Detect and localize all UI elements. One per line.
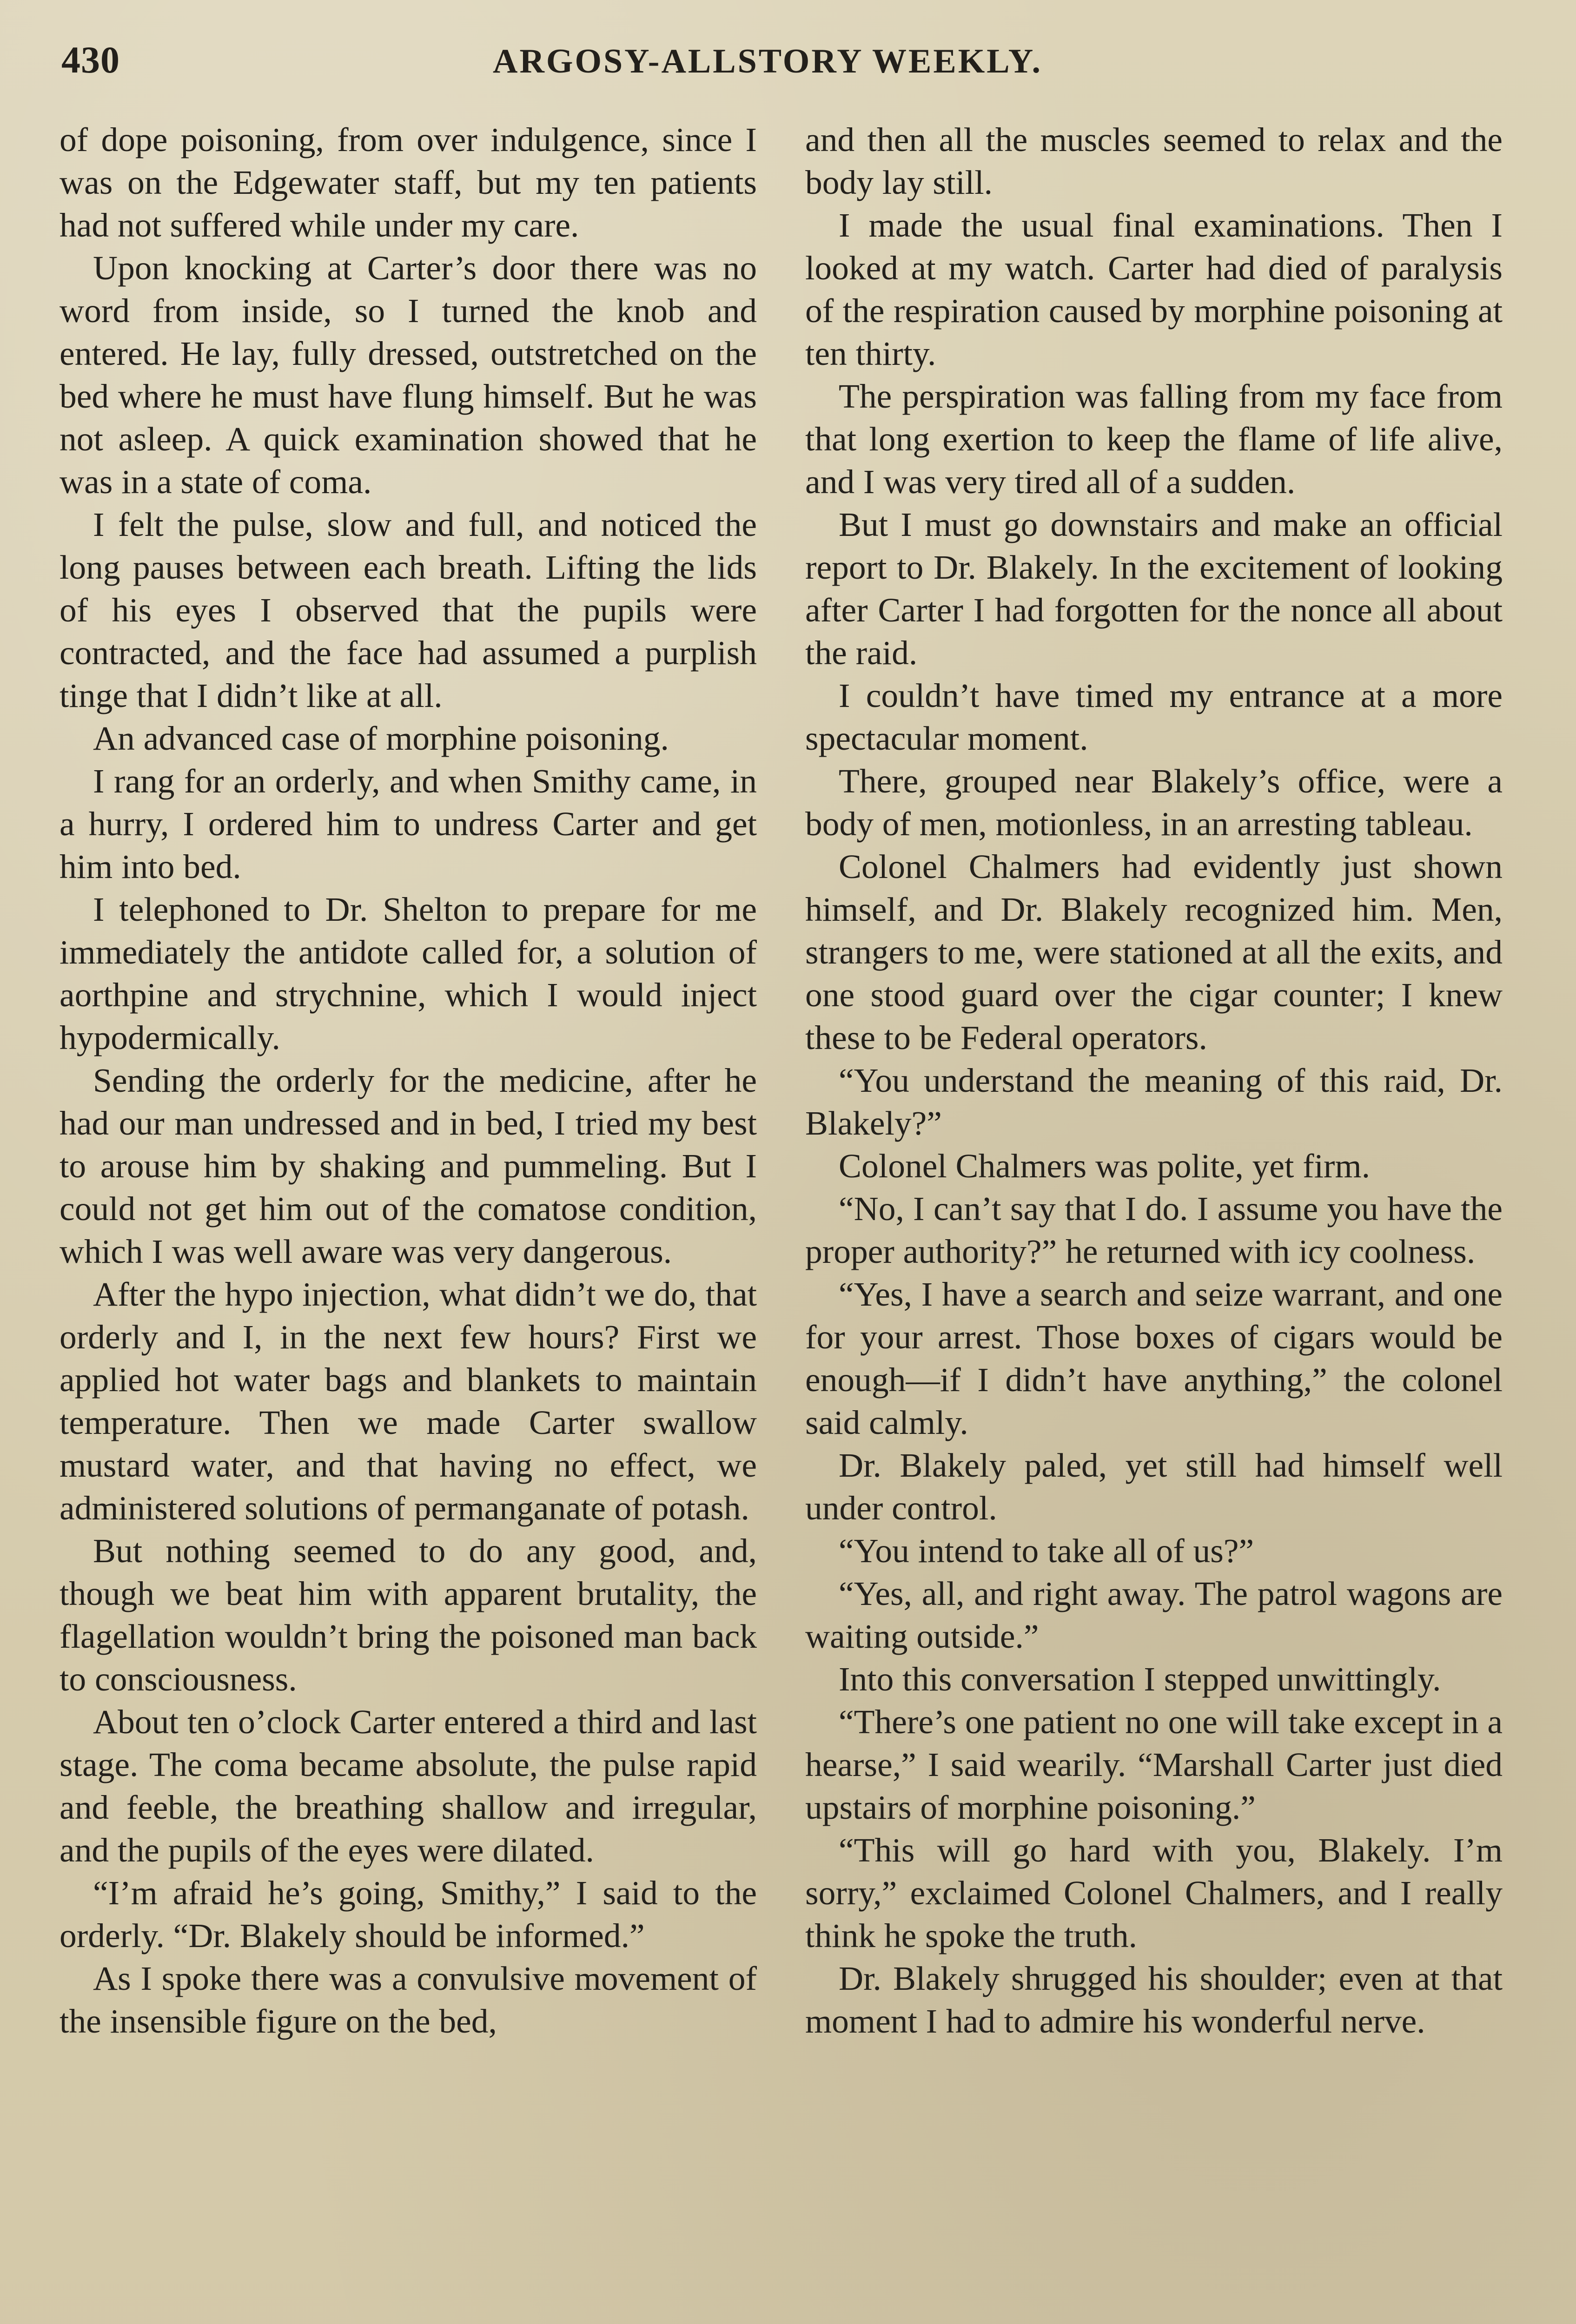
left-paragraph: of dope poisoning, from over indulgence, since I was on the Edgewater staff, but my ten patients had not suffered while under my care. — [60, 121, 757, 244]
left-paragraph: As I spoke there was a convulsive movement of the insensible figure on the bed, — [60, 1960, 757, 2040]
right-paragraph: I made the usual final examinations. Then I looked at my watch. Carter had died of paralysis of the respiration caused by morphine poisoning at ten thirty. — [805, 206, 1503, 372]
right-paragraph: There, grouped near Blakely’s office, were a body of men, motionless, in an arresting tableau. — [805, 762, 1503, 843]
right-column — [805, 119, 1503, 2043]
right-paragraph: “No, I can’t say that I do. I assume you have the proper authority?” he returned with icy coolness. — [805, 1190, 1503, 1270]
right-paragraph: Colonel Chalmers was polite, yet firm. — [839, 1147, 1371, 1185]
right-paragraph: Dr. Blakely shrugged his shoulder; even at that moment I had to admire his wonderful nerve. — [805, 1960, 1503, 2040]
running-title: ARGOSY-ALLSTORY WEEKLY. — [493, 42, 1043, 80]
right-paragraph: “Yes, all, and right away. The patrol wagons are waiting outside.” — [805, 1575, 1503, 1655]
right-paragraph: “This will go hard with you, Blakely. I’m sorry,” exclaimed Colonel Chalmers, and I really think he spoke the truth. — [805, 1831, 1503, 1954]
left-paragraph: I telephoned to Dr. Shelton to prepare for me immediately the antidote called for, a solution of aorthpine and strychnine, which I would inject hypodermically. — [60, 891, 757, 1056]
right-paragraph: The perspiration was falling from my face from that long exertion to keep the flame of life alive, and I was very tired all of a sudden. — [805, 377, 1503, 501]
right-paragraph: “You intend to take all of us?” — [839, 1532, 1254, 1570]
left-paragraph: I felt the pulse, slow and full, and noticed the long pauses between each breath. Lifting the lids of his eyes I observed that the pupils were contracted, and the face had assumed a purplish tinge that I didn’t like at all. — [60, 506, 757, 714]
left-paragraph: I rang for an orderly, and when Smithy came, in a hurry, I ordered him to undress Carter and get him into bed. — [60, 762, 757, 885]
right-paragraph: Dr. Blakely paled, yet still had himself well under control. — [805, 1446, 1503, 1527]
right-paragraph: Colonel Chalmers had evidently just shown himself, and Dr. Blakely recognized him. Men, strangers to me, were stationed at all the exits, and one stood guard over the cigar counter; I knew these to be Federal operators. — [805, 848, 1503, 1056]
right-paragraph: “There’s one patient no one will take except in a hearse,” I said wearily. “Marshall Carter just died upstairs of morphine poisoning.” — [805, 1703, 1503, 1826]
left-paragraph: Upon knocking at Carter’s door there was no word from inside, so I turned the knob and entered. He lay, fully dressed, outstretched on the bed where he must have flung himself. But he was not asleep. A quick examination showed that he was in a state of coma. — [60, 249, 757, 501]
right-paragraph: and then all the muscles seemed to relax and the body lay still. — [805, 121, 1503, 201]
right-paragraph: But I must go downstairs and make an official report to Dr. Blakely. In the excitement of looking after Carter I had forgotten for the nonce all about the raid. — [805, 506, 1503, 672]
left-paragraph: Sending the orderly for the medicine, after he had our man undressed and in bed, I tried my best to arouse him by shaking and pummeling. But I could not get him out of the comatose condition, which I was well aware was very dangerous. — [60, 1062, 757, 1270]
left-column — [60, 119, 757, 2043]
right-paragraph: “You understand the meaning of this raid, Dr. Blakely?” — [805, 1062, 1503, 1142]
left-paragraph: “I’m afraid he’s going, Smithy,” I said to the orderly. “Dr. Blakely should be informed.” — [60, 1874, 757, 1954]
right-paragraph: I couldn’t have timed my entrance at a more spectacular moment. — [805, 677, 1503, 757]
left-paragraph: But nothing seemed to do any good, and, though we beat him with apparent brutality, the flagellation wouldn’t bring the poisoned man back to consciousness. — [60, 1532, 757, 1698]
left-paragraph: About ten o’clock Carter entered a third and last stage. The coma became absolute, the pulse rapid and feeble, the breathing shallow and irregular, and the pupils of the eyes were dilated. — [60, 1703, 757, 1869]
left-paragraph: An advanced case of morphine poisoning. — [93, 720, 669, 757]
page-number: 430 — [61, 39, 120, 81]
right-paragraph: Into this conversation I stepped unwittingly. — [839, 1660, 1441, 1698]
left-paragraph: After the hypo injection, what didn’t we do, that orderly and I, in the next few hours? First we applied hot water bags and blankets to maintain temperature. Then we made Carter swallow mustard water, and that having no effect, we administered solutions of permanganate of potash. — [60, 1275, 757, 1527]
right-paragraph: “Yes, I have a search and seize warrant, and one for your arrest. Those boxes of cigars would be enough—if I didn’t have anything,” the colonel said calmly. — [805, 1275, 1503, 1441]
